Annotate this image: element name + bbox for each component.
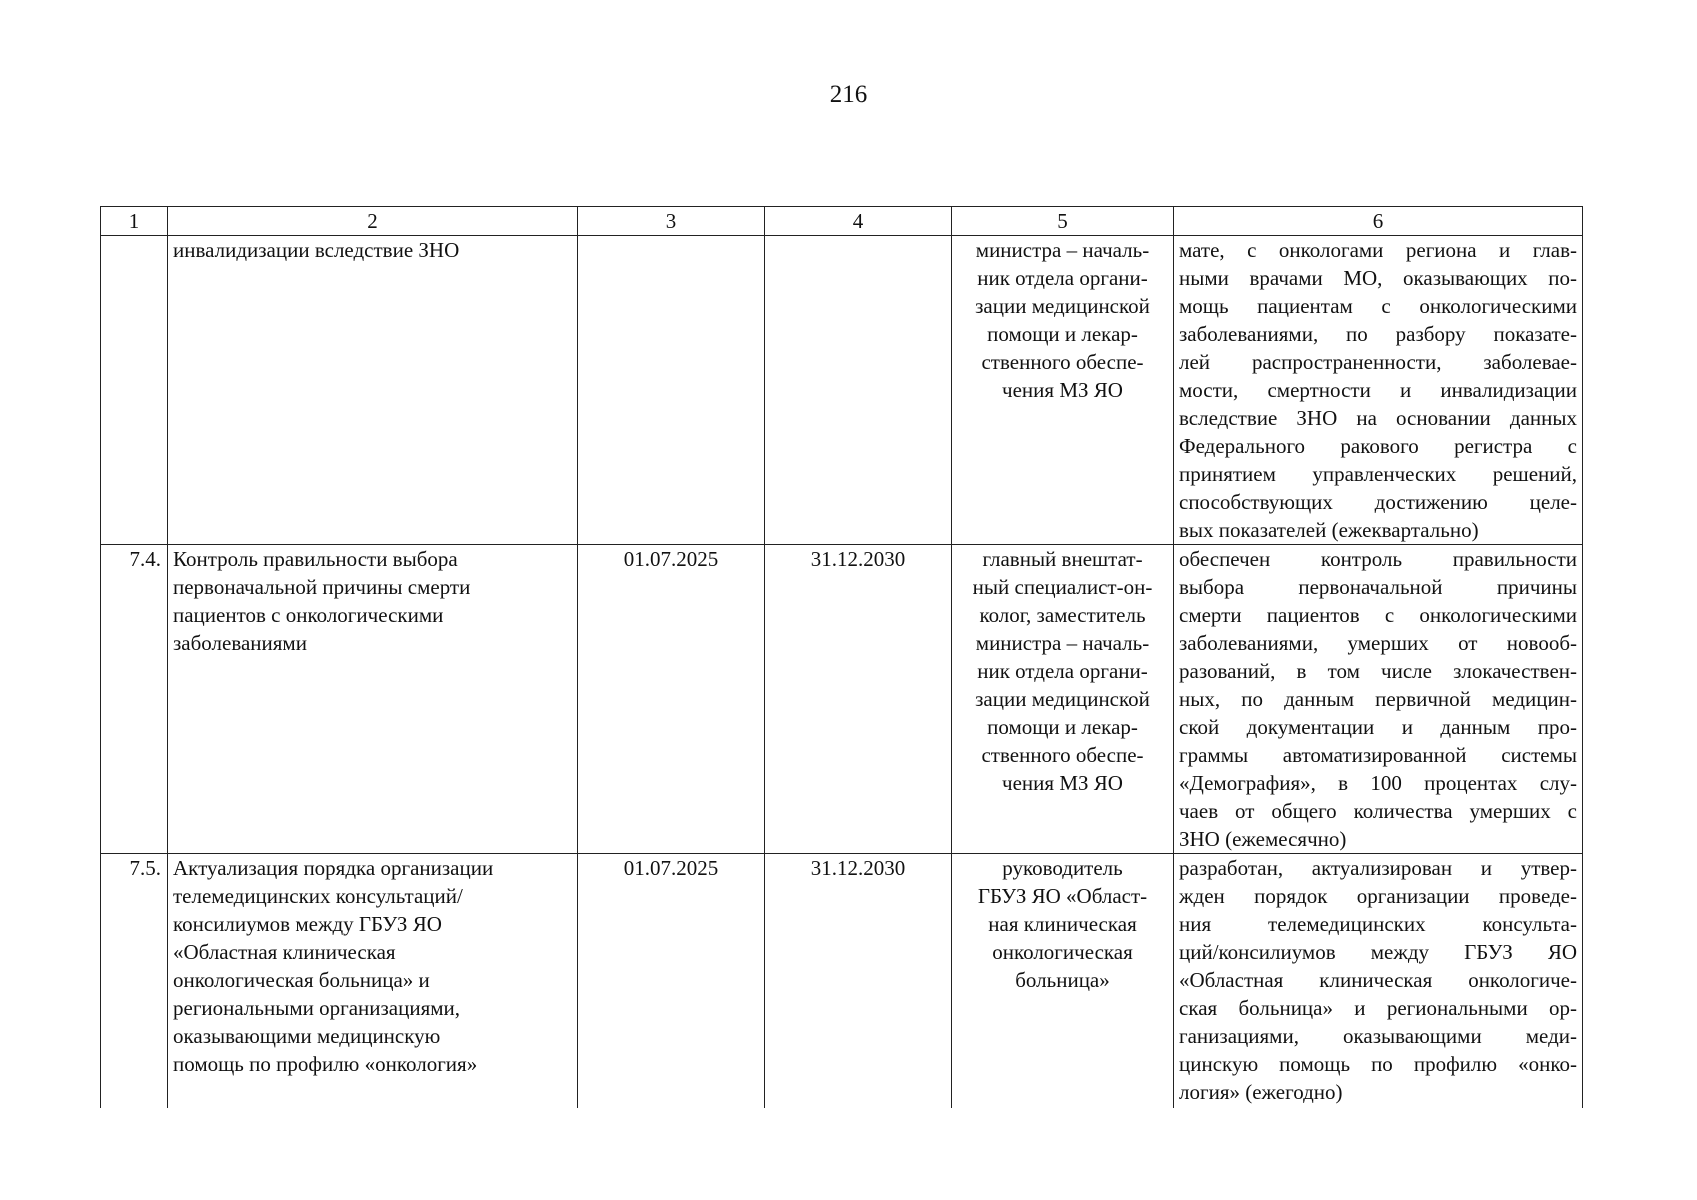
- task-line: консилиумов между ГБУЗ ЯО: [173, 912, 442, 936]
- responsible-line: ник отдела органи-: [977, 659, 1148, 683]
- column-number: 2: [168, 207, 578, 236]
- start-date: [578, 236, 765, 545]
- responsible-line: ГБУЗ ЯО «Област-: [977, 884, 1148, 908]
- responsible-line: ный специалист-он-: [972, 575, 1153, 599]
- result-line: «Областная клиническая онкологиче-: [1179, 968, 1577, 992]
- result-line: обеспечен контроль правильности: [1179, 547, 1577, 571]
- responsible-cell: [952, 545, 1174, 854]
- result-cell: [1174, 545, 1583, 854]
- result-line: ЗНО (ежемесячно): [1179, 827, 1347, 851]
- task-line: заболеваниями: [173, 631, 307, 655]
- column-number: 5: [952, 207, 1174, 236]
- result-line: смерти пациентов с онкологическими: [1179, 603, 1577, 627]
- task-line: оказывающими медицинскую: [173, 1024, 441, 1048]
- responsible-cell: [952, 854, 1174, 1108]
- responsible-line: ник отдела органи-: [977, 266, 1148, 290]
- result-line: выбора первоначальной причины: [1179, 575, 1577, 599]
- result-line: чаев от общего количества умерших с: [1179, 799, 1577, 823]
- task-line: Актуализация порядка организации: [173, 856, 494, 880]
- result-line: мощь пациентам с онкологическими: [1179, 294, 1577, 318]
- column-number: 1: [101, 207, 168, 236]
- task-line: региональными организациями,: [173, 996, 461, 1020]
- plan-table: [100, 206, 1583, 1108]
- task-line: «Областная клиническая: [173, 940, 396, 964]
- responsible-line: зации медицинской: [975, 687, 1150, 711]
- item-number: [101, 236, 168, 545]
- task-line: онкологическая больница» и: [173, 968, 430, 992]
- item-number: 7.5.: [101, 854, 168, 1108]
- responsible-line: больница»: [1015, 968, 1110, 992]
- column-number: 6: [1174, 207, 1583, 236]
- result-line: «Демография», в 100 процентах слу-: [1179, 771, 1577, 795]
- responsible-line: помощи и лекар-: [987, 715, 1138, 739]
- result-line: заболеваниями, по разбору показате-: [1179, 322, 1577, 346]
- result-line: лей распространенности, заболевае-: [1179, 350, 1577, 374]
- result-line: способствующих достижению целе-: [1179, 490, 1577, 514]
- result-line: Федерального ракового регистра с: [1179, 434, 1577, 458]
- result-line: логия» (ежегодно): [1179, 1080, 1343, 1104]
- responsible-line: ная клиническая: [988, 912, 1137, 936]
- responsible-line: ственного обеспе-: [981, 743, 1144, 767]
- responsible-line: главный внештат-: [982, 547, 1143, 571]
- responsible-line: онкологическая: [992, 940, 1133, 964]
- responsible-line: министра – началь-: [975, 631, 1150, 655]
- task-cell: [168, 854, 578, 1108]
- start-date: 01.07.2025: [578, 545, 765, 854]
- column-number: 4: [765, 207, 952, 236]
- result-line: ской документации и данным про-: [1179, 715, 1577, 739]
- task-cell: [168, 545, 578, 854]
- result-line: разований, в том числе злокачествен-: [1179, 659, 1577, 683]
- column-number-row: [101, 207, 1583, 236]
- responsible-line: колог, заместитель: [979, 603, 1146, 627]
- responsible-line: чения МЗ ЯО: [1002, 771, 1123, 795]
- task-line: инвалидизации вследствие ЗНО: [173, 238, 460, 262]
- table-row: [101, 545, 1583, 854]
- result-line: граммы автоматизированной системы: [1179, 743, 1577, 767]
- end-date: [765, 236, 952, 545]
- result-line: заболеваниями, умерших от новооб-: [1179, 631, 1577, 655]
- result-line: мате, с онкологами региона и глав-: [1179, 238, 1577, 262]
- result-line: ганизациями, оказывающими меди-: [1179, 1024, 1577, 1048]
- start-date: 01.07.2025: [578, 854, 765, 1108]
- responsible-line: зации медицинской: [975, 294, 1150, 318]
- result-line: ных, по данным первичной медицин-: [1179, 687, 1577, 711]
- responsible-line: руководитель: [1002, 856, 1123, 880]
- task-cell: [168, 236, 578, 545]
- task-line: пациентов с онкологическими: [173, 603, 444, 627]
- result-line: вследствие ЗНО на основании данных: [1179, 406, 1577, 430]
- column-number: 3: [578, 207, 765, 236]
- result-line: мости, смертности и инвалидизации: [1179, 378, 1577, 402]
- table-row: [101, 236, 1583, 545]
- end-date: 31.12.2030: [765, 545, 952, 854]
- result-cell: [1174, 854, 1583, 1108]
- page-number: 216: [829, 81, 868, 108]
- responsible-line: помощи и лекар-: [987, 322, 1138, 346]
- result-line: цинскую помощь по профилю «онко-: [1179, 1052, 1577, 1076]
- task-line: помощь по профилю «онкология»: [173, 1052, 478, 1076]
- result-line: принятием управленческих решений,: [1179, 462, 1577, 486]
- result-line: ными врачами МО, оказывающих по-: [1179, 266, 1577, 290]
- result-line: разработан, актуализирован и утвер-: [1179, 856, 1577, 880]
- responsible-line: ственного обеспе-: [981, 350, 1144, 374]
- end-date: 31.12.2030: [765, 854, 952, 1108]
- result-line: ская больница» и региональными ор-: [1179, 996, 1577, 1020]
- task-line: Контроль правильности выбора: [173, 547, 458, 571]
- responsible-cell: [952, 236, 1174, 545]
- result-cell: [1174, 236, 1583, 545]
- result-line: вых показателей (ежеквартально): [1179, 518, 1479, 542]
- table-row: [101, 854, 1583, 1108]
- result-line: ций/консилиумов между ГБУЗ ЯО: [1179, 940, 1577, 964]
- responsible-line: министра – началь-: [975, 238, 1150, 262]
- task-line: телемедицинских консультаций/: [173, 884, 463, 908]
- item-number: 7.4.: [101, 545, 168, 854]
- result-line: ния телемедицинских консульта-: [1179, 912, 1577, 936]
- task-line: первоначальной причины смерти: [173, 575, 471, 599]
- result-line: жден порядок организации проведе-: [1179, 884, 1577, 908]
- responsible-line: чения МЗ ЯО: [1002, 378, 1123, 402]
